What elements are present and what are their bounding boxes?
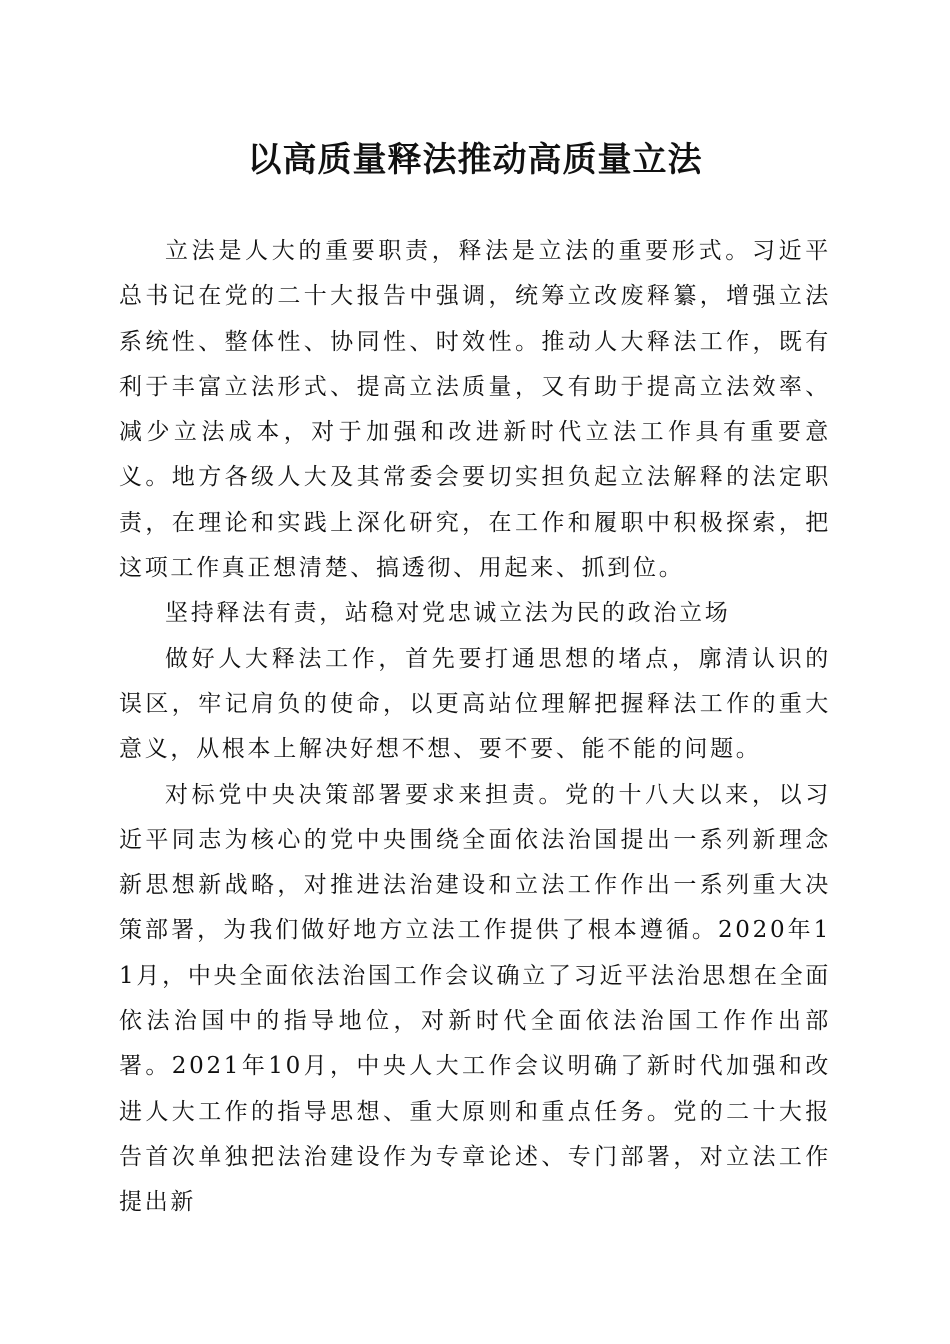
paragraph-section-heading: 坚持释法有责，站稳对党忠诚立法为民的政治立场: [165, 600, 731, 627]
paragraph-intro: 立法是人大的重要职责，释法是立法的重要形式。习近平总书记在党的二十大报告中强调，统筹立改废释纂，增强立法系统性、整体性、协同性、时效性。推动人大释法工作，既有利于丰富立法形式、提高立法质量，又有助于提高立法效率、减少立法成本，对于加强和改进新时代立法工作具有重要意义。地方各级人大及其常委会要切实担负起立法解释的法定职责，在理论和实践上深化研究，在工作和履职中积极探索，把这项工作真正想清楚、搞透彻、用起来、抓到位。: [119, 238, 831, 582]
document-title: 以高质量释法推动高质量立法: [247, 140, 703, 180]
paragraph-central-deployment: 对标党中央决策部署要求来担责。党的十八大以来，以习近平同志为核心的党中央围绕全面依法治国提出一系列新理念新思想新战略，对推进法治建设和立法工作作出一系列重大决策部署，为我们做好地方立法工作提供了根本遵循。2020年11月，中央全面依法治国工作会议确立了习近平法治思想在全面依法治国中的指导地位，对新时代全面依法治国工作作出部署。2021年10月，中央人大工作会议明确了新时代加强和改进人大工作的指导思想、重大原则和重点任务。党的二十大报告首次单独把法治建设作为专章论述、专门部署，对立法工作提出新: [119, 781, 831, 1216]
paragraph-thinking: 做好人大释法工作，首先要打通思想的堵点，廓清认识的误区，牢记肩负的使命，以更高站位理解把握释法工作的重大意义，从根本上解决好想不想、要不要、能不能的问题。: [119, 645, 831, 763]
document-body: [119, 229, 831, 1226]
